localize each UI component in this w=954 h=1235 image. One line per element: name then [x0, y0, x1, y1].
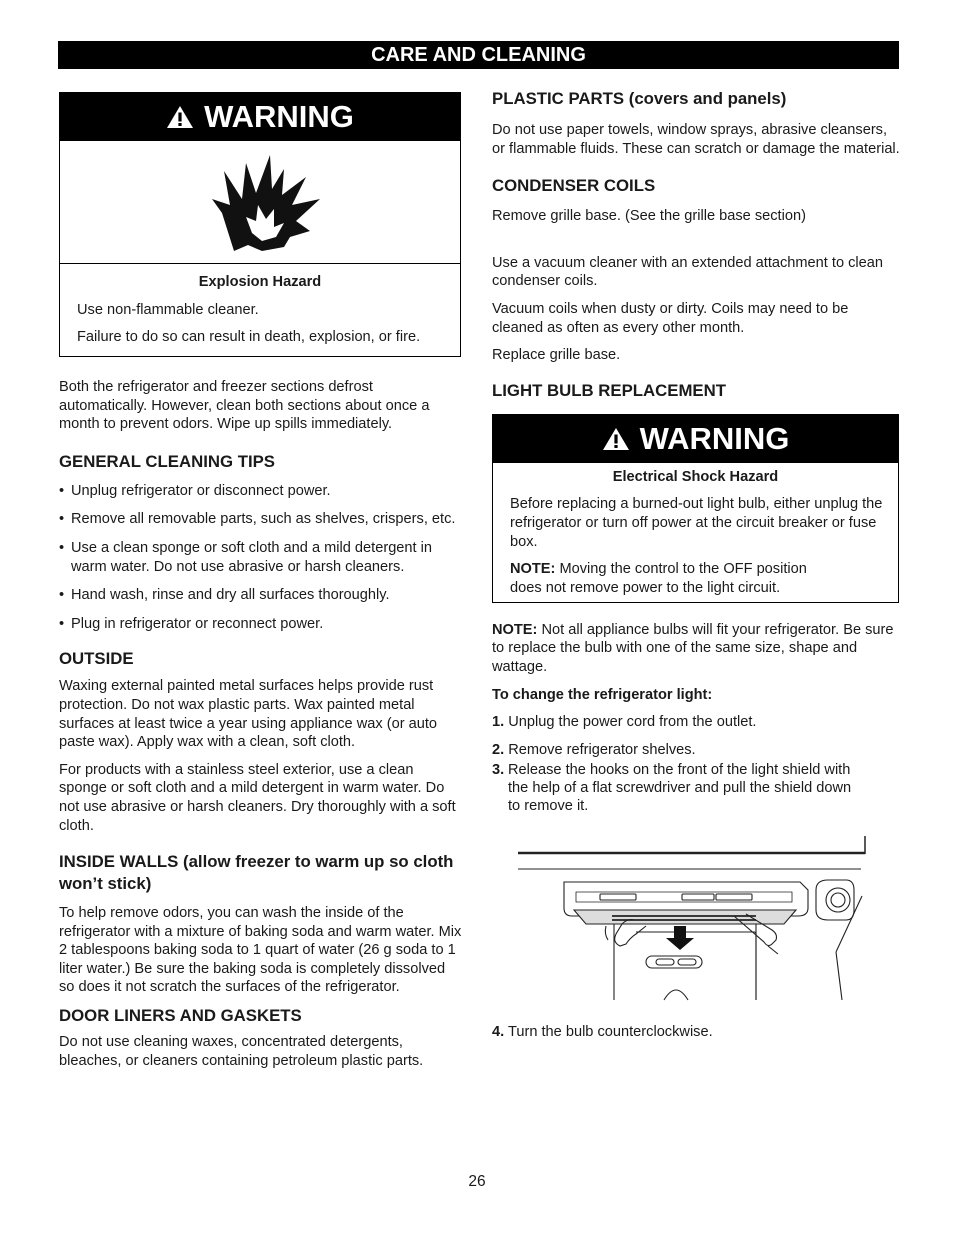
step-number: 2. [492, 741, 505, 758]
note-text: Moving the control to the OFF position does not remove power to the light circuit. [510, 561, 807, 596]
warning-header [60, 93, 460, 141]
left-column [59, 92, 464, 1070]
page-number: 26 [468, 1173, 486, 1190]
condenser-coils-heading: CONDENSER COILS [492, 176, 656, 196]
step-4 [492, 1023, 900, 1042]
explosion-graphic-panel [60, 141, 460, 264]
warning-triangle-icon [166, 105, 194, 129]
list-item: • Hand wash, rinse and dry all surfaces thoroughly. [59, 586, 464, 605]
intro-paragraph: Both the refrigerator and freezer sections defrost automatically. However, clean both sections about once a month to prevent odors. Wipe up spills immediately. [59, 379, 430, 433]
door-liners-paragraph: Do not use cleaning waxes, concentrated detergents, bleaches, or cleaners containing petroleum plastic parts. [59, 1034, 424, 1069]
hazard-line-2: Failure to do so can result in death, explosion, or fire. [77, 329, 421, 346]
step-number: 4. [492, 1024, 505, 1041]
step-text: Unplug the power cord from the outlet. [508, 714, 757, 731]
inside-walls-paragraph: To help remove odors, you can wash the inside of the refrigerator with a mixture of baking soda and warm water. Mix 2 tablespoons baking soda to 1 quart of water (26 g soda to 1 liter water.) Be sure the baking soda is completely dissolved so does it not scratch the surfaces of the refrigerator. [59, 905, 462, 996]
condenser-paragraph-1: Remove grille base. (See the grille base section) [492, 208, 806, 225]
hazard-title: Electrical Shock Hazard [612, 468, 779, 485]
step-text: Turn the bulb counterclockwise. [507, 1024, 713, 1041]
list-item: • Plug in refrigerator or reconnect power. [59, 615, 464, 634]
down-arrow-icon [666, 926, 694, 950]
plastic-parts-heading: PLASTIC PARTS (covers and panels) [492, 89, 787, 108]
light-shield-illustration [516, 834, 868, 1002]
right-column [492, 88, 900, 1042]
condenser-paragraph-2: Use a vacuum cleaner with an extended attachment to clean condenser coils. [492, 254, 884, 290]
outside-paragraph-1: Waxing external painted metal surfaces helps provide rust protection. Do not wax plastic parts. Wax painted metal surfaces at least twice a year using appliance wax (or auto paste wax). Apply wax with a clean, soft cloth. [59, 678, 438, 751]
step-text: Remove refrigerator shelves. [508, 741, 696, 758]
plastic-parts-paragraph: Do not use paper towels, window sprays, abrasive cleansers, or flammable fluids. These can scratch or damage the material. [492, 122, 900, 157]
list-item: • Remove all removable parts, such as shelves, crispers, etc. [59, 510, 464, 529]
outside-heading: OUTSIDE [59, 649, 134, 669]
light-bulb-heading: LIGHT BULB REPLACEMENT [492, 380, 726, 400]
shock-warning-box [492, 414, 899, 603]
door-liners-heading: DOOR LINERS AND GASKETS [59, 1006, 302, 1026]
inside-walls-heading: INSIDE WALLS (allow freezer to warm up so cloth won’t stick) [59, 852, 454, 894]
shock-paragraph: Before replacing a burned-out light bulb, either unplug the refrigerator or turn off power at the circuit breaker or fuse box. [510, 496, 883, 550]
general-cleaning-heading: GENERAL CLEANING TIPS [59, 451, 276, 471]
step-2 [492, 741, 900, 760]
list-item: • Use a clean sponge or soft cloth and a mild detergent in warm water. Do not use abrasive or harsh cleaners. [59, 539, 464, 576]
step-1 [492, 713, 900, 732]
condenser-paragraph-3: Vacuum coils when dusty or dirty. Coils may need to be cleaned as often as every other month. [492, 300, 849, 336]
hazard-line-1: Use non-flammable cleaner. [77, 301, 259, 318]
warning-header [493, 415, 898, 463]
shock-note [510, 560, 840, 597]
step-text: Release the hooks on the front of the light shield with the help of a flat screwdriver and pull the shield down to remove it. [508, 762, 852, 814]
warning-triangle-icon [602, 427, 630, 451]
note-text: Not all appliance bulbs will fit your refrigerator. Be sure to replace the bulb with one of the same size, shape and wattage. [492, 621, 894, 675]
condenser-paragraph-4: Replace grille base. [492, 347, 621, 364]
step-number: 3. [492, 762, 505, 779]
note-label: NOTE: [492, 621, 538, 638]
explosion-warning-box [59, 92, 461, 357]
note-label: NOTE: [510, 561, 556, 578]
hazard-title: Explosion Hazard [198, 274, 322, 290]
change-light-heading: To change the refrigerator light: [492, 686, 713, 703]
warning-title: WARNING [639, 420, 790, 456]
list-item: • Unplug refrigerator or disconnect power. [59, 482, 464, 501]
explosion-icon [212, 155, 322, 255]
section-header: CARE AND CLEANING [58, 41, 899, 69]
step-number: 1. [492, 714, 505, 731]
general-cleaning-list [59, 482, 464, 634]
bulb-note [492, 621, 900, 677]
warning-title: WARNING [204, 99, 354, 134]
step-3 [492, 762, 853, 815]
outside-paragraph-2: For products with a stainless steel exterior, use a clean sponge or soft cloth and a mild detergent in warm water. Do not use abrasive or harsh cleaners. Dry thoroughly with a soft cloth. [59, 761, 456, 834]
